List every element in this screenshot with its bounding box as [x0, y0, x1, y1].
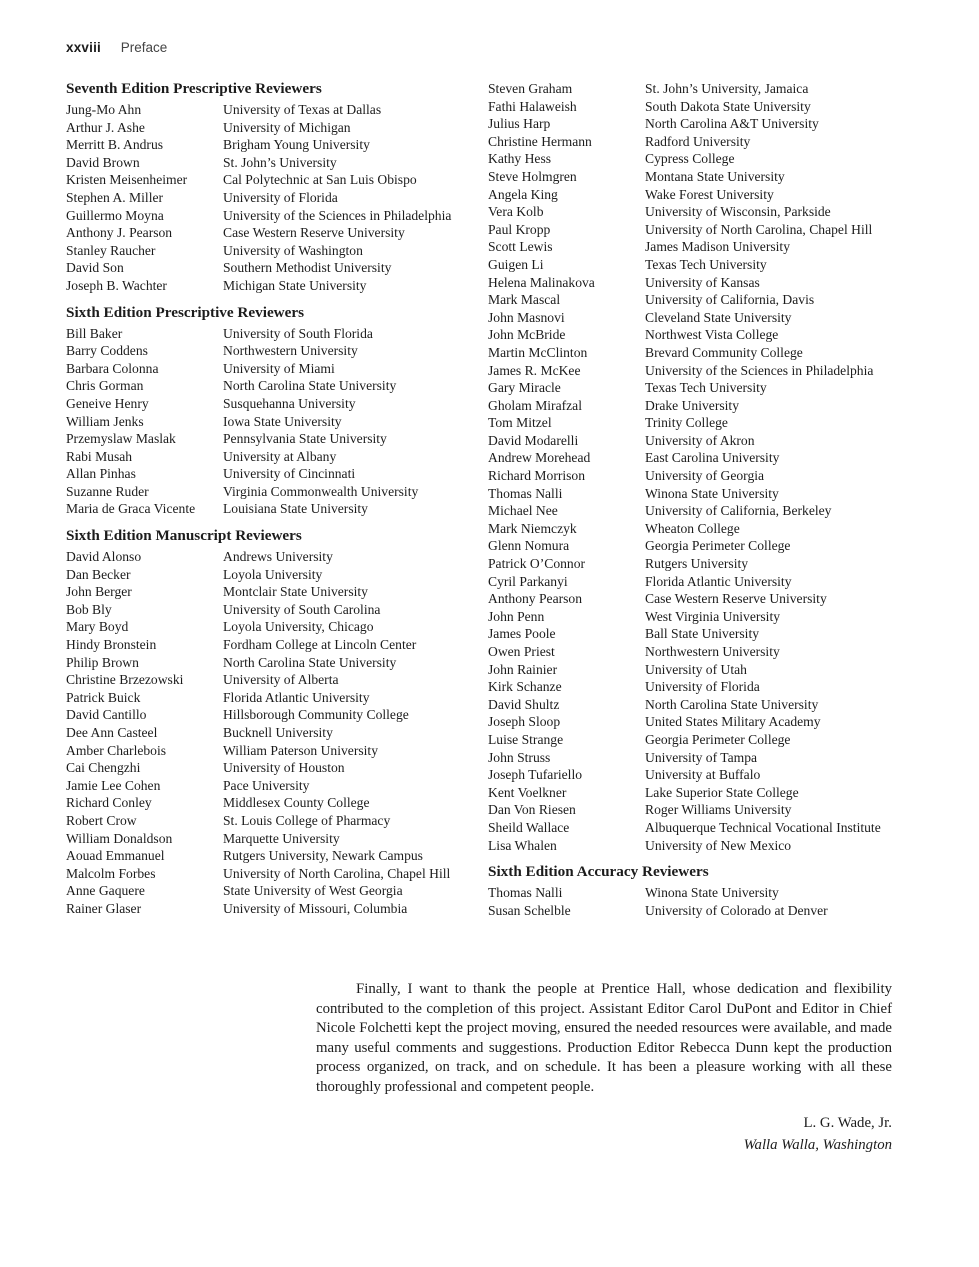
reviewer-institution: University at Buffalo	[645, 767, 761, 783]
reviewer-row	[66, 154, 478, 172]
reviewer-institution: West Virginia University	[645, 608, 781, 624]
reviewer-row	[488, 819, 928, 837]
reviewer-name: Glenn Nomura	[488, 538, 570, 554]
reviewer-institution: Roger Williams University	[645, 802, 792, 818]
reviewer-institution: Middlesex County College	[223, 795, 370, 811]
reviewer-name: Paul Kropp	[488, 221, 551, 237]
reviewer-row	[66, 583, 478, 601]
reviewer-name: Rainer Glaser	[66, 900, 142, 916]
reviewer-row	[66, 724, 478, 742]
reviewer-section	[66, 80, 478, 295]
reviewer-row	[66, 794, 478, 812]
reviewer-row	[66, 242, 478, 260]
reviewer-institution: Pace University	[223, 777, 310, 793]
reviewer-institution: University of California, Berkeley	[645, 503, 832, 519]
reviewer-name: Tom Mitzel	[488, 415, 552, 431]
reviewer-institution: University of California, Davis	[645, 292, 815, 308]
reviewer-institution: Michigan State University	[223, 277, 367, 293]
reviewer-row	[66, 689, 478, 707]
reviewer-institution: University of South Florida	[223, 325, 373, 341]
reviewer-institution: Case Western Reserve University	[223, 225, 405, 241]
reviewer-institution: Susquehanna University	[223, 395, 356, 411]
reviewer-institution: Case Western Reserve University	[645, 591, 827, 607]
reviewer-row	[66, 413, 478, 431]
reviewer-row	[488, 362, 928, 380]
reviewer-row	[488, 713, 928, 731]
reviewer-institution: University of Utah	[645, 661, 747, 677]
reviewer-row	[66, 377, 478, 395]
reviewer-row	[488, 291, 928, 309]
reviewer-institution: Wheaton College	[645, 520, 740, 536]
reviewer-row	[488, 884, 928, 902]
reviewer-institution: State University of West Georgia	[223, 883, 403, 899]
reviewer-institution: Loyola University, Chicago	[223, 619, 374, 635]
reviewer-name: Bill Baker	[66, 325, 123, 341]
reviewer-institution: University of Akron	[645, 432, 755, 448]
reviewer-name: Anne Gaquere	[66, 883, 145, 899]
reviewer-row	[488, 274, 928, 292]
reviewer-institution: St. Louis College of Pharmacy	[223, 812, 391, 828]
running-title: Preface	[120, 40, 168, 55]
reviewer-institution: East Carolina University	[645, 450, 780, 466]
reviewer-row	[488, 133, 928, 151]
reviewer-row	[66, 777, 478, 795]
reviewer-row	[66, 671, 478, 689]
reviewer-name: Joseph Tufariello	[488, 767, 583, 783]
reviewer-institution: University of Kansas	[645, 274, 760, 290]
reviewer-name: David Modarelli	[488, 432, 579, 448]
reviewer-institution: Florida Atlantic University	[223, 689, 370, 705]
reviewer-row	[488, 115, 928, 133]
reviewer-institution: Andrews University	[223, 549, 333, 565]
reviewer-row	[488, 801, 928, 819]
reviewer-name: David Shultz	[488, 696, 560, 712]
reviewer-institution: Louisiana State University	[223, 501, 368, 517]
reviewer-row	[488, 625, 928, 643]
reviewer-institution: Marquette University	[223, 830, 340, 846]
reviewer-institution: Montclair State University	[223, 584, 368, 600]
reviewer-institution: North Carolina State University	[223, 654, 397, 670]
reviewer-name: Chris Gorman	[66, 378, 144, 394]
reviewer-name: Gholam Mirafzal	[488, 397, 582, 413]
reviewer-institution: University of Tampa	[645, 749, 758, 765]
reviewer-row	[66, 360, 478, 378]
reviewer-name: Kristen Meisenheimer	[66, 172, 188, 188]
reviewer-name: William Jenks	[66, 413, 144, 429]
reviewer-row	[66, 395, 478, 413]
page-number: xxviii	[66, 40, 101, 55]
reviewer-row	[66, 259, 478, 277]
reviewer-row	[488, 309, 928, 327]
reviewer-name: Richard Conley	[66, 795, 152, 811]
reviewer-section	[66, 527, 478, 917]
reviewer-name: Anthony Pearson	[488, 591, 583, 607]
reviewer-name: Angela King	[488, 186, 558, 202]
reviewer-row	[488, 203, 928, 221]
reviewer-row	[488, 749, 928, 767]
reviewer-row	[66, 706, 478, 724]
reviewer-name: Rabi Musah	[66, 448, 133, 464]
reviewer-name: Vera Kolb	[488, 204, 544, 220]
reviewer-name: Kirk Schanze	[488, 679, 562, 695]
reviewer-name: Susan Schelble	[488, 902, 571, 918]
reviewer-institution: Brevard Community College	[645, 344, 803, 360]
reviewer-institution: Bucknell University	[223, 725, 333, 740]
reviewer-institution: Rutgers University, Newark Campus	[223, 848, 423, 864]
reviewer-row	[488, 608, 928, 626]
reviewer-name: James Poole	[488, 626, 556, 642]
reviewer-name: Merritt B. Andrus	[66, 137, 164, 153]
reviewer-row	[488, 432, 928, 450]
reviewer-name: John Rainier	[488, 661, 558, 677]
reviewer-institution: South Dakota State University	[645, 98, 811, 114]
reviewer-row	[66, 654, 478, 672]
reviewer-name: Guillermo Moyna	[66, 207, 164, 223]
reviewer-row	[488, 696, 928, 714]
reviewer-name: John Struss	[488, 749, 551, 765]
reviewer-name: Jamie Lee Cohen	[66, 777, 161, 793]
reviewer-name: Philip Brown	[66, 654, 139, 670]
reviewer-name: Amber Charlebois	[66, 742, 167, 758]
reviewer-name: John McBride	[488, 327, 566, 343]
reviewer-row	[488, 502, 928, 520]
reviewer-name: Patrick Buick	[66, 689, 141, 705]
reviewer-institution: Pennsylvania State University	[223, 431, 387, 447]
reviewer-name: Guigen Li	[488, 256, 544, 272]
reviewer-row	[66, 101, 478, 119]
reviewer-institution: Albuquerque Technical Vocational Institute	[645, 819, 881, 835]
reviewer-name: Patrick O’Connor	[488, 556, 586, 572]
reviewer-name: Stanley Raucher	[66, 242, 156, 258]
reviewer-name: Stephen A. Miller	[66, 189, 164, 205]
reviewer-institution: Winona State University	[645, 485, 779, 501]
reviewer-institution: North Carolina State University	[645, 696, 819, 712]
reviewer-row	[488, 837, 928, 855]
reviewer-name: Dee Ann Casteel	[66, 725, 158, 740]
page-header	[66, 40, 167, 55]
reviewer-row	[488, 485, 928, 503]
reviewer-name: Hindy Bronstein	[66, 637, 157, 653]
reviewer-row	[488, 661, 928, 679]
reviewer-name: John Penn	[488, 608, 545, 624]
reviewer-name: Michael Nee	[488, 503, 558, 519]
reviewer-name: Owen Priest	[488, 644, 555, 659]
reviewer-institution: North Carolina A&T University	[645, 116, 819, 132]
reviewer-name: Aouad Emmanuel	[66, 848, 165, 864]
reviewer-name: Thomas Nalli	[488, 485, 563, 501]
reviewer-row	[488, 326, 928, 344]
reviewer-institution: University of Colorado at Denver	[645, 902, 828, 918]
reviewer-row	[66, 189, 478, 207]
reviewer-row	[66, 119, 478, 137]
reviewer-institution: University of Washington	[223, 242, 363, 258]
section-title: Sixth Edition Accuracy Reviewers	[488, 863, 709, 881]
acknowledgment-paragraph: Finally, I want to thank the people at Prentice Hall, whose dedication and flexibility contributed to the completion of this project. Assistant Editor Carol DuPont and Editor in Chief Nicole Folchetti kept the project moving, ensured the needed resources were available, and made many useful comments and suggestions. Production Editor Rebecca Dunn kept the production process organized, on track, and on schedule. It has been a pleasure working with all these thoroughly professional and competent people.	[316, 981, 892, 1095]
reviewer-institution: Northwestern University	[645, 644, 780, 659]
reviewer-name: Mary Boyd	[66, 619, 129, 635]
reviewer-name: Jung-Mo Ahn	[66, 102, 142, 117]
reviewer-institution: Virginia Commonwealth University	[223, 483, 419, 499]
reviewer-institution: University of Florida	[645, 679, 760, 695]
reviewer-name: Joseph Sloop	[488, 714, 561, 730]
reviewer-institution: Texas Tech University	[645, 380, 767, 396]
reviewer-name: Kent Voelkner	[488, 784, 567, 800]
reviewer-section	[66, 304, 478, 519]
reviewer-institution: Drake University	[645, 397, 739, 413]
reviewer-row	[66, 207, 478, 225]
reviewer-name: Malcolm Forbes	[66, 865, 156, 881]
reviewer-institution: William Paterson University	[223, 742, 379, 758]
reviewer-name: Kathy Hess	[488, 151, 552, 167]
reviewer-row	[66, 548, 478, 566]
right-column	[488, 80, 928, 919]
reviewer-institution: University of North Carolina, Chapel Hill	[223, 865, 451, 881]
reviewer-name: David Brown	[66, 154, 140, 170]
reviewer-name: Dan Von Riesen	[488, 802, 576, 818]
reviewer-institution: University of Alberta	[223, 672, 339, 688]
reviewer-institution: Hillsborough Community College	[223, 707, 409, 723]
reviewer-row	[488, 902, 928, 920]
reviewer-name: Barbara Colonna	[66, 360, 159, 376]
reviewer-name: Sheild Wallace	[488, 819, 570, 835]
reviewer-row	[66, 865, 478, 883]
reviewer-row	[66, 601, 478, 619]
author-location: Walla Walla, Washington	[743, 1137, 892, 1153]
reviewer-row	[488, 643, 928, 661]
reviewer-institution: Montana State University	[645, 168, 785, 184]
reviewer-name: Lisa Whalen	[488, 837, 557, 853]
reviewer-row	[488, 590, 928, 608]
reviewer-institution: University of Missouri, Columbia	[223, 900, 408, 916]
reviewer-institution: Trinity College	[645, 415, 728, 431]
reviewer-row	[488, 221, 928, 239]
reviewer-section	[488, 863, 928, 919]
reviewer-row	[66, 830, 478, 848]
reviewer-row	[488, 784, 928, 802]
reviewer-institution: University of Florida	[223, 189, 338, 205]
reviewer-institution: James Madison University	[645, 239, 790, 255]
reviewer-name: Scott Lewis	[488, 239, 553, 255]
reviewer-name: Steve Holmgren	[488, 168, 577, 184]
reviewer-institution: Ball State University	[645, 626, 760, 642]
reviewer-institution: Loyola University	[223, 566, 323, 582]
reviewer-row	[488, 467, 928, 485]
reviewer-institution: Fordham College at Lincoln Center	[223, 637, 417, 653]
reviewer-name: Cyril Parkanyi	[488, 573, 568, 589]
reviewer-row	[66, 483, 478, 501]
reviewer-institution: University of Houston	[223, 760, 345, 776]
reviewer-row	[66, 882, 478, 900]
reviewer-institution: Cleveland State University	[645, 309, 792, 325]
reviewer-name: Anthony J. Pearson	[66, 225, 173, 241]
reviewer-institution: Cal Polytechnic at San Luis Obispo	[223, 172, 417, 188]
section-title: Sixth Edition Manuscript Reviewers	[66, 527, 302, 545]
reviewer-name: David Alonso	[66, 549, 142, 565]
reviewer-institution: Brigham Young University	[223, 137, 370, 153]
reviewer-institution: University of Georgia	[645, 468, 765, 484]
reviewer-name: Przemyslaw Maslak	[66, 431, 176, 447]
reviewer-row	[66, 465, 478, 483]
reviewer-row	[66, 500, 478, 518]
reviewer-name: Thomas Nalli	[488, 885, 563, 901]
reviewer-name: Mark Mascal	[488, 292, 561, 308]
reviewer-row	[66, 448, 478, 466]
reviewer-institution: Northwest Vista College	[645, 327, 779, 343]
reviewer-row	[66, 759, 478, 777]
reviewer-row	[488, 449, 928, 467]
reviewer-name: Luise Strange	[488, 731, 564, 747]
reviewer-name: Barry Coddens	[66, 343, 148, 359]
reviewer-name: John Masnovi	[488, 309, 565, 325]
reviewer-row	[66, 136, 478, 154]
reviewer-name: Allan Pinhas	[66, 466, 136, 482]
reviewer-row	[66, 171, 478, 189]
reviewer-institution: Cypress College	[645, 151, 735, 167]
reviewer-name: Andrew Morehead	[488, 450, 591, 466]
reviewer-institution: Lake Superior State College	[645, 784, 799, 800]
reviewer-row	[66, 566, 478, 584]
reviewer-row	[66, 430, 478, 448]
reviewer-institution: University of Cincinnati	[223, 466, 356, 482]
reviewer-name: Dan Becker	[66, 566, 131, 582]
reviewer-institution: University of Michigan	[223, 119, 351, 135]
reviewer-institution: North Carolina State University	[223, 378, 397, 394]
reviewer-row	[66, 636, 478, 654]
reviewer-institution: University of the Sciences in Philadelphia	[223, 207, 452, 223]
reviewer-institution: United States Military Academy	[645, 714, 821, 730]
reviewer-institution: University of South Carolina	[223, 601, 381, 617]
reviewer-name: David Cantillo	[66, 707, 147, 723]
reviewer-name: Christine Brzezowski	[66, 672, 184, 688]
reviewer-row	[488, 573, 928, 591]
author-name: L. G. Wade, Jr.	[803, 1115, 892, 1131]
reviewer-row	[488, 379, 928, 397]
reviewer-name: Richard Morrison	[488, 468, 586, 484]
reviewer-institution: University of the Sciences in Philadelphia	[645, 362, 874, 378]
reviewer-row	[488, 414, 928, 432]
reviewer-row	[66, 900, 478, 918]
reviewer-row	[66, 277, 478, 295]
reviewer-name: Arthur J. Ashe	[66, 119, 145, 135]
reviewer-institution: University of New Mexico	[645, 837, 792, 853]
reviewer-row	[488, 731, 928, 749]
reviewer-institution: University of Wisconsin, Parkside	[645, 204, 831, 220]
reviewer-row	[66, 325, 478, 343]
reviewer-name: Bob Bly	[66, 601, 112, 617]
reviewer-name: Gary Miracle	[488, 380, 561, 396]
reviewer-row	[488, 555, 928, 573]
reviewer-name: Suzanne Ruder	[66, 483, 149, 499]
reviewer-row	[488, 537, 928, 555]
reviewer-name: Julius Harp	[488, 116, 551, 132]
reviewer-institution: Georgia Perimeter College	[645, 731, 791, 747]
reviewer-row	[488, 256, 928, 274]
reviewer-name: James R. McKee	[488, 362, 581, 378]
reviewer-name: David Son	[66, 260, 124, 276]
reviewer-row	[488, 98, 928, 116]
reviewer-name: Robert Crow	[66, 812, 137, 828]
reviewer-name: Fathi Halaweish	[488, 98, 577, 114]
reviewer-name: Joseph B. Wachter	[66, 277, 167, 293]
reviewer-name: Cai Chengzhi	[66, 760, 141, 776]
reviewer-institution: University of North Carolina, Chapel Hill	[645, 221, 873, 237]
reviewer-row	[66, 812, 478, 830]
section-title: Seventh Edition Prescriptive Reviewers	[66, 80, 322, 97]
reviewer-institution: University of Texas at Dallas	[223, 102, 382, 117]
reviewer-name: Maria de Graca Vicente	[66, 501, 196, 517]
reviewer-institution: Radford University	[645, 133, 751, 149]
reviewer-row	[488, 150, 928, 168]
reviewer-row	[66, 847, 478, 865]
reviewer-row	[66, 742, 478, 760]
reviewer-institution: Iowa State University	[223, 413, 342, 429]
reviewer-row	[488, 397, 928, 415]
reviewer-institution: University of Miami	[223, 360, 335, 376]
reviewer-name: Mark Niemczyk	[488, 520, 577, 536]
reviewer-institution: Southern Methodist University	[223, 260, 392, 276]
reviewer-institution: Rutgers University	[645, 556, 749, 572]
reviewer-row	[66, 224, 478, 242]
reviewer-row	[66, 618, 478, 636]
reviewer-institution: St. John’s University, Jamaica	[645, 81, 809, 96]
reviewer-institution: Winona State University	[645, 885, 779, 901]
reviewer-institution: Wake Forest University	[645, 186, 774, 202]
reviewer-row	[488, 766, 928, 784]
reviewer-row	[488, 168, 928, 186]
signature-block	[744, 1112, 892, 1156]
reviewer-row	[488, 344, 928, 362]
reviewer-row	[488, 678, 928, 696]
reviewer-institution: Georgia Perimeter College	[645, 538, 791, 554]
left-column	[66, 80, 478, 918]
reviewer-institution: Florida Atlantic University	[645, 573, 792, 589]
reviewer-row	[66, 342, 478, 360]
reviewer-name: John Berger	[66, 584, 132, 600]
reviewer-name: Geneive Henry	[66, 395, 149, 411]
reviewer-name: Martin McClinton	[488, 344, 588, 360]
reviewer-row	[488, 238, 928, 256]
reviewer-row	[488, 520, 928, 538]
reviewer-name: Steven Graham	[488, 81, 573, 96]
section-title: Sixth Edition Prescriptive Reviewers	[66, 303, 305, 321]
reviewer-row	[488, 186, 928, 204]
reviewer-institution: University at Albany	[223, 448, 337, 464]
reviewer-institution: Texas Tech University	[645, 256, 767, 272]
reviewer-institution: Northwestern University	[223, 343, 358, 359]
reviewer-row	[488, 80, 928, 98]
reviewer-name: Helena Malinakova	[488, 274, 595, 290]
reviewer-name: William Donaldson	[66, 830, 173, 846]
reviewer-name: Christine Hermann	[488, 133, 592, 149]
reviewer-institution: St. John’s University	[223, 154, 337, 170]
reviewer-section	[488, 80, 928, 854]
